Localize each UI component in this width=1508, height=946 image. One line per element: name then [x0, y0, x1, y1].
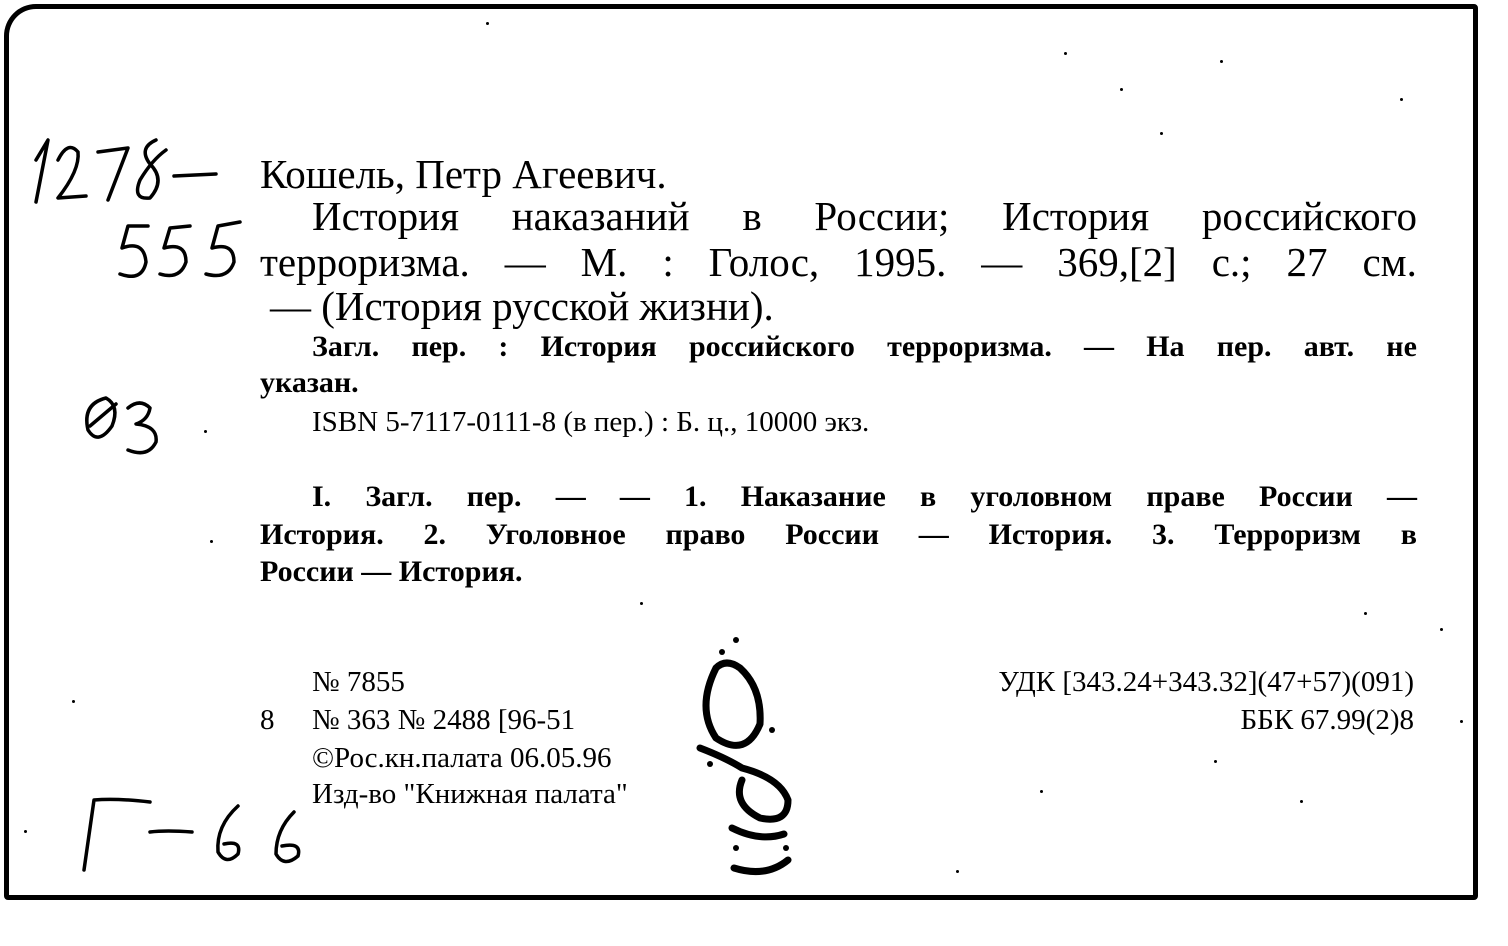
word: право: [665, 518, 746, 551]
scan-speck: [1214, 760, 1217, 763]
word: Загл.: [365, 480, 433, 513]
word: 27: [1286, 239, 1328, 285]
subjects-line-1: [312, 480, 1417, 514]
word: I.: [312, 480, 332, 513]
word: Голос,: [708, 239, 820, 285]
word: российского: [688, 330, 855, 363]
word: —: [619, 480, 650, 513]
word: в: [742, 193, 762, 239]
word: История: [1002, 193, 1150, 239]
word: :: [498, 330, 509, 363]
word: в: [1400, 518, 1417, 551]
scan-speck: [1364, 612, 1367, 615]
scan-speck: [1440, 628, 1443, 631]
word: —: [981, 239, 1023, 285]
scan-speck: [956, 870, 959, 873]
word: не: [1386, 330, 1417, 363]
word: в: [919, 480, 937, 513]
scan-speck: [204, 430, 207, 433]
title-line-3: — (История русской жизни).: [270, 283, 774, 329]
title-line-2: [260, 238, 1417, 286]
word: На: [1146, 330, 1185, 363]
bbk-line: ББК 67.99(2)8: [1240, 704, 1414, 736]
word: 1995.: [854, 239, 947, 285]
word: уголовном: [970, 480, 1113, 513]
scan-speck: [210, 540, 213, 543]
subjects-line-2: [260, 518, 1417, 552]
scan-speck: [1400, 98, 1403, 101]
word: История: [312, 193, 459, 239]
title-line-1: [312, 192, 1417, 240]
word: пер.: [411, 330, 467, 363]
scan-speck: [1064, 52, 1067, 55]
note-line-2: указан.: [260, 366, 359, 399]
isbn-line: ISBN 5-7117-0111-8 (в пер.) : Б. ц., 10000 экз.: [312, 406, 870, 438]
word: с.;: [1211, 239, 1252, 285]
word: авт.: [1303, 330, 1355, 363]
stamp-blot: [676, 628, 816, 888]
word: 3.: [1152, 518, 1175, 551]
word: 369,[2]: [1057, 239, 1177, 285]
word: :: [662, 239, 674, 285]
scan-speck: [486, 22, 489, 25]
word: см.: [1362, 239, 1417, 285]
scan-speck: [1040, 790, 1043, 793]
word: Наказание: [740, 480, 886, 513]
scan-speck: [24, 830, 27, 833]
word: праве: [1146, 480, 1225, 513]
word: Уголовное: [485, 518, 626, 551]
copyright-line: ©Рос.кн.палата 06.05.96: [312, 742, 612, 774]
word: История: [540, 330, 657, 363]
word: 1.: [684, 480, 707, 513]
word: —: [1084, 330, 1115, 363]
word: —: [555, 480, 586, 513]
word: наказаний: [511, 193, 690, 239]
handwritten-call-number-bottom: [114, 218, 254, 288]
publisher-line: Изд-во "Книжная палата": [312, 778, 628, 810]
scan-speck: [1460, 720, 1463, 723]
scan-speck: [1120, 88, 1123, 91]
word: —: [918, 518, 949, 551]
scan-speck: [640, 602, 643, 605]
numbers-line: № 363 № 2488 [96-51: [312, 704, 576, 736]
word: России: [785, 518, 879, 551]
word: пер.: [466, 480, 522, 513]
word: 2.: [423, 518, 446, 551]
word: российского: [1201, 193, 1417, 239]
word: М.: [580, 239, 628, 285]
word: История.: [988, 518, 1113, 551]
card-prefix: 8: [260, 704, 275, 736]
word: История.: [260, 518, 384, 551]
note-line-1: [312, 330, 1417, 364]
scan-speck: [1300, 800, 1303, 803]
card-number: № 7855: [312, 666, 405, 698]
scan-speck: [72, 700, 75, 703]
handwritten-mark: [76, 384, 186, 464]
word: России;: [814, 193, 950, 239]
word: терроризма.: [887, 330, 1052, 363]
word: Терроризм: [1214, 518, 1361, 551]
word: терроризма.: [260, 239, 470, 285]
handwritten-cipher: [66, 786, 326, 886]
word: России: [1259, 480, 1353, 513]
subjects-line-3: России — История.: [260, 555, 523, 588]
word: пер.: [1216, 330, 1272, 363]
scan-speck: [1220, 60, 1223, 63]
udk-line: УДК [343.24+343.32](47+57)(091): [998, 666, 1414, 698]
scan-speck: [1160, 132, 1163, 135]
word: —: [504, 239, 546, 285]
author-heading: Кошель, Петр Агеевич.: [260, 151, 667, 197]
handwritten-call-number-top: [28, 130, 218, 210]
word: —: [1386, 480, 1417, 513]
word: Загл.: [312, 330, 380, 363]
